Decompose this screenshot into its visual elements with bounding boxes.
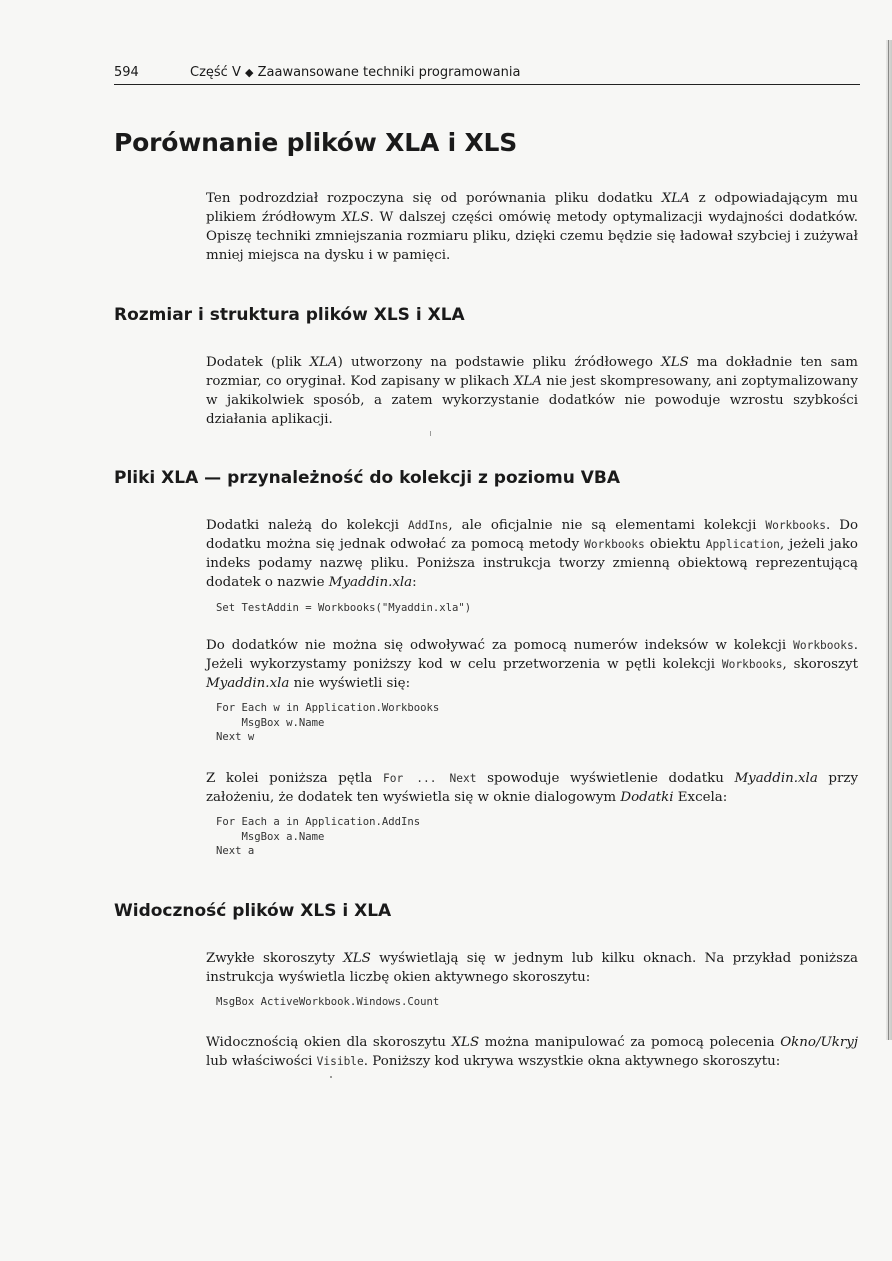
page-number: 594 <box>114 65 139 80</box>
diamond-icon: ◆ <box>245 66 254 79</box>
scan-speck <box>330 1076 332 1078</box>
section2-paragraph-1: Dodatki należą do kolekcji AddIns, ale oficjalnie nie są elementami kolekcji Workbooks. Do dodatku można się jednak odwołać za pomocą metody Workbooks obiektu Application, jeżeli jako indeks podamy nazwę pliku. Poniższa instrukcja tworzy zmienną obiektową reprezentującą dodatek o nazwie Myaddin.xla: <box>206 518 859 590</box>
section-heading-visibility: Widoczność plików XLS i XLA <box>114 901 392 921</box>
code-block-workbooks-loop: For Each w in Application.Workbooks MsgBox w.Name Next w <box>216 702 440 743</box>
running-title <box>190 65 520 80</box>
intro-paragraph: Ten podrozdział rozpoczyna się od porównania pliku dodatku XLA z odpowiadającym mu plikiem źródłowym XLS. W dalszej części omówię metody optymalizacji wydajności dodatków. Opiszę techniki zmniejszania rozmiaru pliku, dzięki czemu będzie się ładował szybciej i zużywał mniej miejsca na dysku i w pamięci. <box>206 191 858 263</box>
running-title-part: Część V <box>190 65 241 80</box>
section3-paragraph-1: Zwykłe skoroszyty XLS wyświetlają się w jednym lub kilku oknach. Na przykład poniższa instrukcja wyświetla liczbę okien aktywnego skoroszytu: <box>206 951 858 985</box>
code-block-set-testaddin: Set TestAddin = Workbooks("Myaddin.xla") <box>216 602 472 614</box>
section1-paragraph: Dodatek (plik XLA) utworzony na podstawie pliku źródłowego XLS ma dokładnie ten sam rozmiar, co oryginał. Kod zapisany w plikach XLA nie jest skompresowany, ani zoptymalizowany w jakikolwiek sposób, a zatem wykorzystanie dodatków nie powoduje wzrostu szybkości działania aplikacji. <box>206 355 859 427</box>
section2-paragraph-3: Z kolei poniższa pętla For ... Next spowoduje wyświetlenie dodatku Myaddin.xla przy założeniu, że dodatek ten wyświetla się w oknie dialogowym Dodatki Excela: <box>206 771 859 805</box>
section2-paragraph-2: Do dodatków nie można się odwoływać za pomocą numerów indeksów w kolekcji Workbooks. Jeżeli wykorzystamy poniższy kod w celu przetworzenia w pętli kolekcji Workbooks, skoroszyt Myaddin.xla nie wyświetli się: <box>206 638 858 691</box>
chapter-title: Porównanie plików XLA i XLS <box>114 128 518 157</box>
code-block-windows-count: MsgBox ActiveWorkbook.Windows.Count <box>216 996 440 1008</box>
section-heading-size-structure: Rozmiar i struktura plików XLS i XLA <box>114 305 465 325</box>
section-heading-collections: Pliki XLA — przynależność do kolekcji z poziomu VBA <box>114 468 621 488</box>
code-block-addins-loop: For Each a in Application.AddIns MsgBox a.Name Next a <box>216 816 421 857</box>
running-title-rest: Zaawansowane techniki programowania <box>257 65 521 80</box>
section3-paragraph-2: Widocznością okien dla skoroszytu XLS można manipulować za pomocą polecenia Okno/Ukryj lub właściwości Visible. Poniższy kod ukrywa wszystkie okna aktywnego skoroszytu: <box>206 1035 859 1069</box>
running-header <box>114 62 860 85</box>
scan-speck <box>430 431 431 436</box>
page-edge-shadow <box>886 40 892 1040</box>
